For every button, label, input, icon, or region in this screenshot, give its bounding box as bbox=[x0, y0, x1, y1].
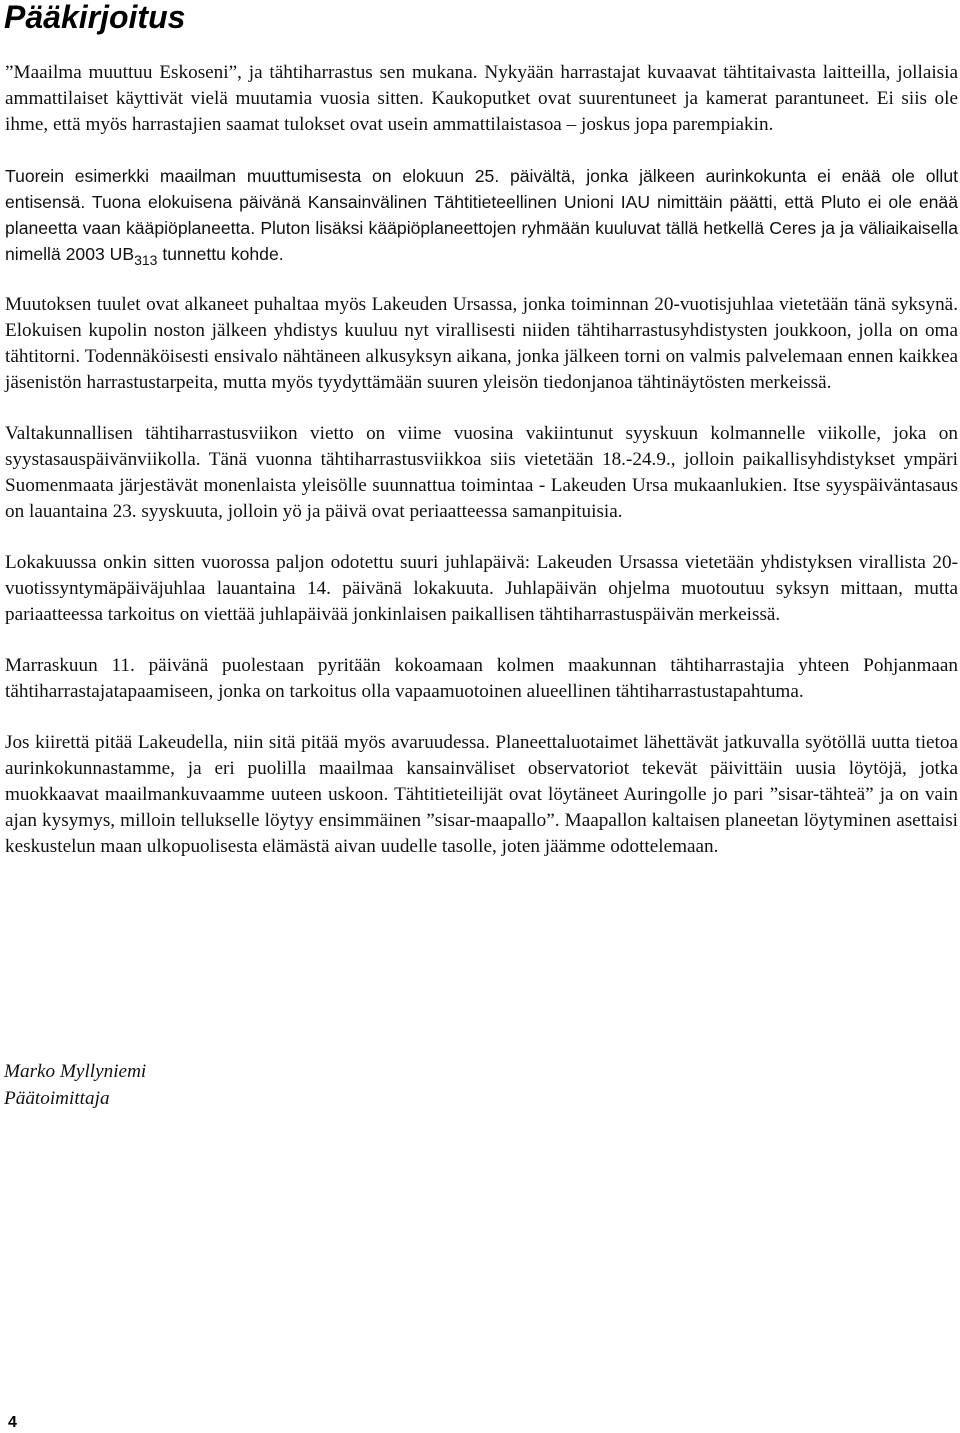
paragraph-pluto-lead: Tuorein esimerkki maailman muuttumisesta on elokuun 25. päivältä, jonka jälkeen aurinkokunta ei enää ole ollut entisensä. Tuona elokuisena päivänä Kansainvälinen Tähtitieteellinen Unioni IAU nimittäin päätti, että Pluto ei ole enää planeetta vaan kääpiöplaneetta. Pluton lisäksi kääpiöplaneettojen ryhmään kuuluvat tällä hetkellä Ceres ja ja väliaikaisella nimellä 2003 UB bbox=[5, 166, 958, 264]
page-title: Pääkirjoitus bbox=[4, 0, 186, 35]
editorial-body bbox=[5, 60, 958, 885]
paragraph-pluto-subscript: 313 bbox=[134, 252, 158, 268]
paragraph-observatory: Muutoksen tuulet ovat alkaneet puhaltaa myös Lakeuden Ursassa, jonka toiminnan 20-vuotisjuhlaa vietetään tänä syksynä. Elokuisen kupolin noston jälkeen yhdistys kuuluu nyt virallisesti niiden tähtiharrastusyhdistysten joukkoon, jolla on oma tähtitorni. Todennäköisesti ensivalo nähtäneen alkusyksyn aikana, jonka jälkeen torni on valmis palvelemaan ennen kaikkea jäsenistön harrastustarpeita, mutta myös tyydyttämään suuren yleisön tiedonjanoa tähtinäytösten merkeissä. bbox=[5, 294, 958, 393]
paragraph-regional-meeting: Marraskuun 11. päivänä puolestaan pyritään kokoamaan kolmen maakunnan tähtiharrastajia yhteen Pohjanmaan tähtiharrastajatapaamiseen, jonka on tarkoitus olla vapaamuotoinen alueellinen tähtiharrastustapahtuma. bbox=[5, 655, 958, 702]
paragraph-intro: ”Maailma muuttuu Eskoseni”, ja tähtiharrastus sen mukana. Nykyään harrastajat kuvaavat tähtitaivasta laitteilla, jollaisia ammattilaiset käyttivät vielä muutamia vuosia sitten. Kaukoputket ovat suurentuneet ja kamerat parantuneet. Ei siis ole ihme, että myös harrastajien saamat tulokset ovat usein ammattilaistasoa – joskus jopa parempiakin. bbox=[5, 62, 958, 135]
signature-role: Päätoimittaja bbox=[4, 1088, 110, 1109]
paragraph-pluto-tail: tunnettu kohde. bbox=[157, 244, 284, 264]
paragraph-anniversary: Lokakuussa onkin sitten vuorossa paljon odotettu suuri juhlapäivä: Lakeuden Ursassa vietetään yhdistyksen virallista 20-vuotissyntymäpäiväjuhlaa lauantaina 14. päivänä lokakuuta. Juhlapäivän ohjelma muotoutuu syksyn mittaan, mutta pariaatteessa tarkoitus on viettää juhlapäivää jonkinlaisen paikallisen tähtiharrastuspäivän merkeissä. bbox=[5, 552, 958, 625]
signature bbox=[4, 1058, 146, 1112]
signature-name: Marko Myllyniemi bbox=[4, 1061, 147, 1082]
paragraph-astronomy-week: Valtakunnallisen tähtiharrastusviikon vietto on viime vuosina vakiintunut syyskuun kolmannelle viikolle, joka on syystasauspäivänviikolla. Tänä vuonna tähtiharrastusviikkoa siis vietetään 18.-24.9., jolloin paikallisyhdistykset ympäri Suomenmaata järjestävät monenlaista yleisölle suunnattua toimintaa - Lakeuden Ursa mukaanlukien. Itse syyspäiväntasaus on lauantaina 23. syyskuuta, jolloin yö ja päivä ovat periaatteessa samanpituisia. bbox=[5, 423, 958, 522]
page-number: 4 bbox=[8, 1414, 17, 1431]
paragraph-space-news: Jos kiirettä pitää Lakeudella, niin sitä pitää myös avaruudessa. Planeettaluotaimet lähettävät jatkuvalla syötöllä uutta tietoa aurinkokunnastamme, ja eri puolilla maailmaa kansainväliset observatoriot tekevät päivittäin uusia löytöjä, jotka muokkaavat maailmankuvaamme uuteen uskoon. Tähtitieteilijät ovat löytäneet Auringolle jo pari ”sisar-tähteä” ja on vain ajan kysymys, milloin tellukselle löytyy ensimmäinen ”sisar-maapallo”. Maapallon kaltaisen planeetan löytyminen asettaisi keskustelun maan ulkopuolisesta elämästä aivan uudelle tasolle, joten jäämme odottelemaan. bbox=[5, 732, 958, 857]
paragraph-pluto bbox=[5, 163, 958, 267]
